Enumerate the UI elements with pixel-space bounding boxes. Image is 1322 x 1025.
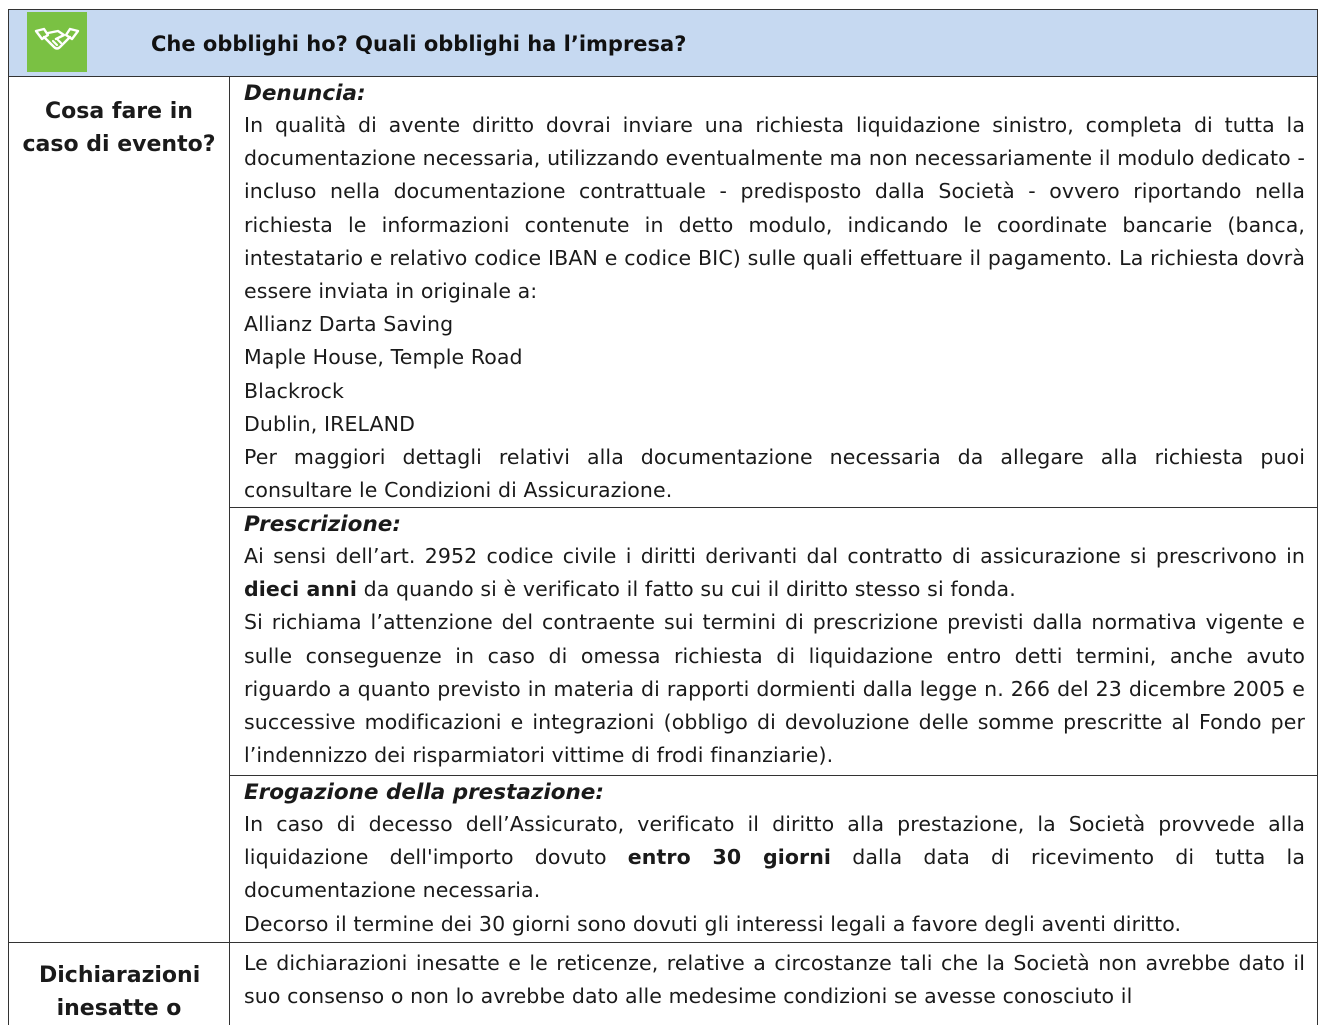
prescrizione-bold: dieci anni bbox=[244, 577, 357, 602]
prescrizione-text-a: Ai sensi dell’art. 2952 codice civile i diritti derivanti dal contratto di assicurazione si prescrivono in bbox=[244, 544, 1305, 568]
prescrizione-title: Prescrizione: bbox=[244, 512, 401, 537]
address-line-2: Maple House, Temple Road bbox=[244, 345, 523, 370]
prescrizione-text-b: da quando si è verificato il fatto su cui il diritto stesso si fonda. bbox=[363, 577, 1016, 602]
header-title: Che obblighi ho? Quali obblighi ha l’impresa? bbox=[151, 32, 687, 56]
obligations-table bbox=[8, 77, 1318, 1025]
address-line-4: Dublin, IRELAND bbox=[244, 411, 415, 436]
dichiarazioni-cell bbox=[230, 943, 1317, 1015]
erogazione-cell bbox=[230, 776, 1317, 942]
row-evento bbox=[9, 77, 1317, 943]
row-label: Dichiarazioni inesatte o bbox=[9, 943, 230, 1025]
row-label: Cosa fare in caso di evento? bbox=[9, 77, 230, 942]
prescrizione-cell bbox=[230, 508, 1317, 776]
row-content bbox=[230, 77, 1317, 942]
denuncia-title: Denuncia: bbox=[244, 81, 366, 106]
row-content bbox=[230, 943, 1317, 1025]
denuncia-text: In qualità di avente diritto dovrai inviare una richiesta liquidazione sinistro, completa di tutta la documentazione necessaria, utilizzando eventualmente ma non necessariamente il modulo dedicato - incluso nella documentazione contrattuale - predisposto dalla Società - ovvero riportando nella richiesta le informazioni contenute in detto modulo, indicando le coordinate bancarie (banca, intestatario e relativo codice IBAN e codice BIC) sulle quali effettuare il pagamento. La richiesta dovrà essere inviata in originale a: bbox=[244, 113, 1305, 304]
address-line-3: Blackrock bbox=[244, 378, 345, 403]
denuncia-footer: Per maggiori dettagli relativi alla documentazione necessaria da allegare alla richiesta puoi consultare le Condizioni di Assicurazione. bbox=[244, 445, 1305, 503]
denuncia-cell bbox=[230, 77, 1317, 508]
dichiarazioni-text: Le dichiarazioni inesatte e le reticenze, relative a circostanze tali che la Società non avrebbe dato il suo consenso o non lo avrebbe dato alle medesime condizioni se avesse conosciuto il bbox=[244, 951, 1305, 1009]
prescrizione-text-2: Si richiama l’attenzione del contraente sui termini di prescrizione previsti dalla normativa vigente e sulle conseguenze in caso di omessa richiesta di liquidazione entro detti termini, anche avuto riguardo a quanto previsto in materia di rapporti dormienti dalla legge n. 266 del 23 dicembre 2005 e successive modificazioni e integrazioni (obbligo di devoluzione delle somme prescritte al Fondo per l’indennizzo dei risparmiatori vittime di frodi finanziarie). bbox=[244, 610, 1305, 768]
erogazione-text-a: In caso di decesso dell’Assicurato, verificato il diritto alla prestazione, la Società provvede alla liquidazione dell'importo dovuto bbox=[244, 812, 1305, 870]
row-dichiarazioni bbox=[9, 943, 1317, 1025]
erogazione-bold: entro 30 giorni bbox=[627, 845, 832, 870]
erogazione-text-b: dalla data di ricevimento di tutta la documentazione necessaria. bbox=[244, 845, 1306, 903]
erogazione-text bbox=[244, 808, 1305, 908]
section-header bbox=[8, 9, 1318, 77]
handshake-icon bbox=[27, 12, 87, 72]
prescrizione-text bbox=[244, 540, 1305, 606]
address-line-1: Allianz Darta Saving bbox=[244, 312, 454, 337]
erogazione-title: Erogazione della prestazione: bbox=[244, 780, 604, 805]
erogazione-text-2: Decorso il termine dei 30 giorni sono dovuti gli interessi legali a favore degli aventi diritto. bbox=[244, 911, 1182, 936]
